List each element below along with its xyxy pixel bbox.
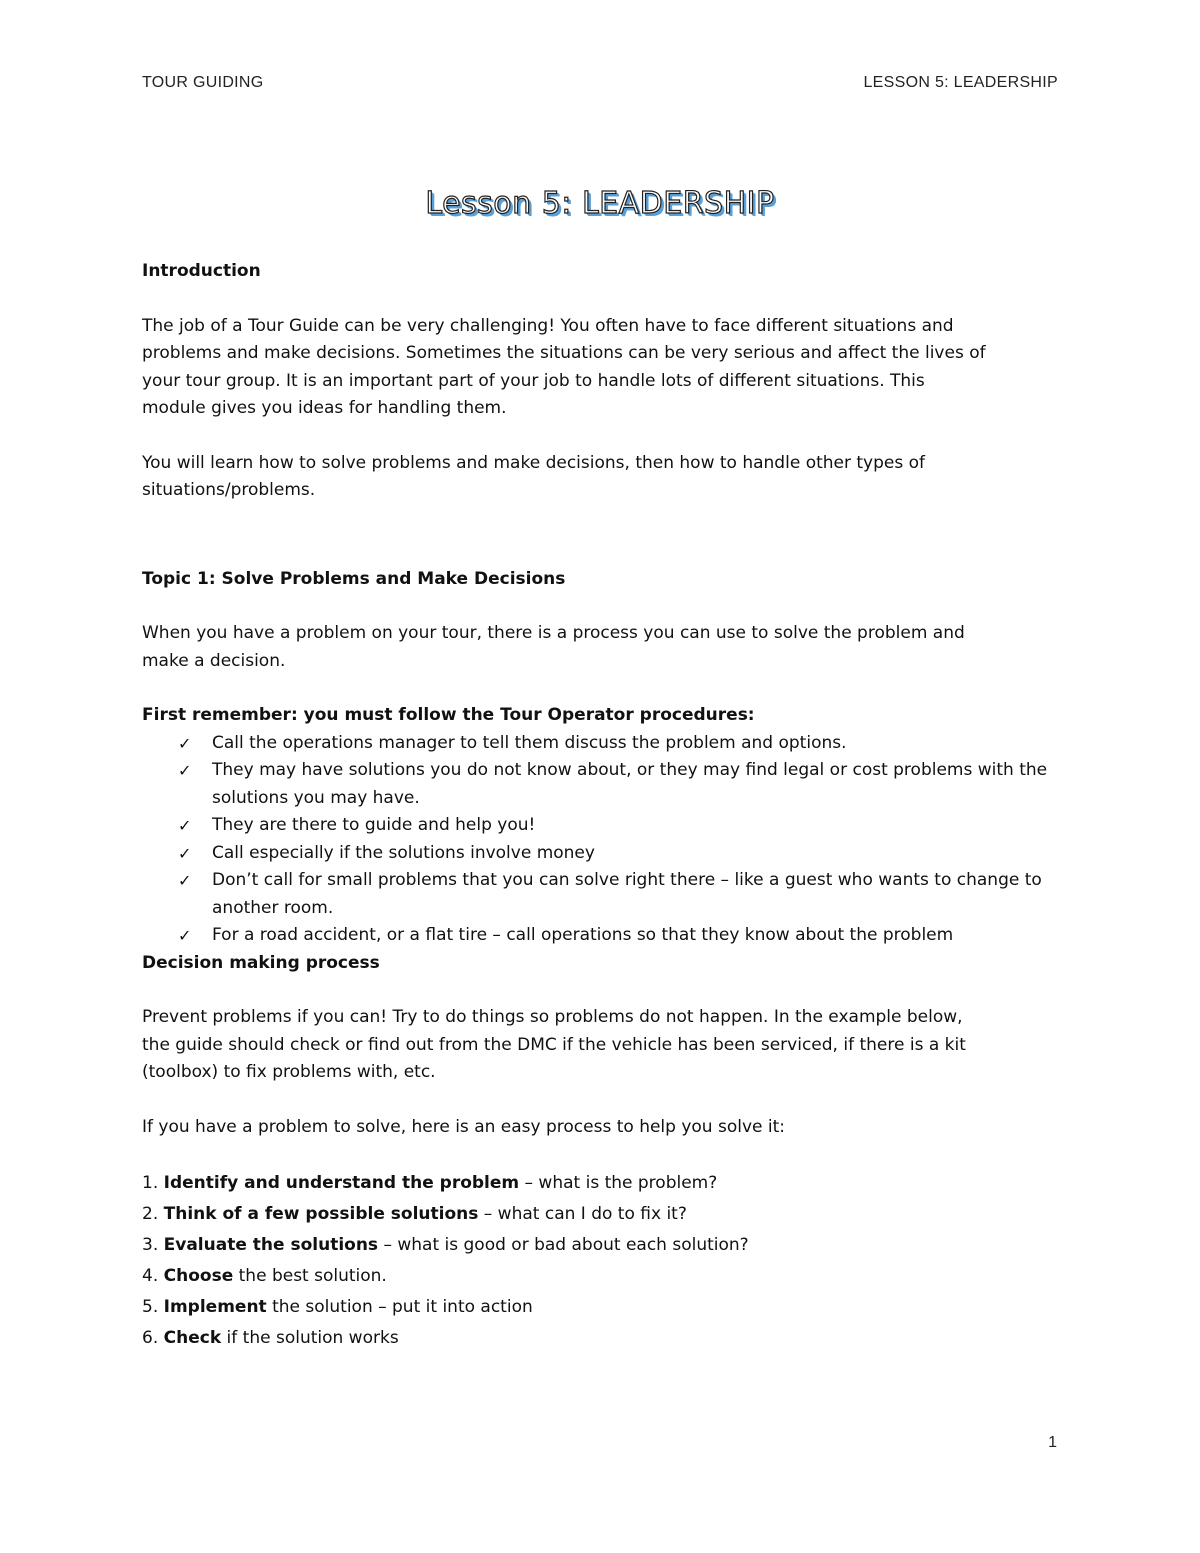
page-title: Lesson 5: LEADERSHIP [425, 186, 775, 221]
step-item [142, 1292, 1072, 1323]
checklist-item [142, 840, 1072, 868]
intro-heading: Introduction [142, 261, 261, 281]
intro-paragraph-2: You will learn how to solve problems and make decisions, then how to handle other types of situations/problems. [142, 452, 926, 500]
topic1-heading: Topic 1: Solve Problems and Make Decisions [142, 568, 566, 589]
step-description: the solution – put it into action [266, 1297, 533, 1317]
step-number: 3. [142, 1235, 159, 1255]
checklist-item [142, 812, 1072, 840]
procedures-checklist [142, 730, 1072, 950]
step-item [142, 1323, 1072, 1354]
intro-paragraph-1: The job of a Tour Guide can be very challenging! You often have to face different situations and problems and make decisions. Sometimes the situations can be very serious and affect the lives of your tour group. It is an important part of your job to handle lots of different situations. This module gives you ideas for handling them. [142, 315, 986, 418]
checkmark-icon: ✓ [178, 761, 192, 780]
checklist-item [142, 730, 1072, 758]
remember-heading: First remember: you must follow the Tour Operator procedures: [142, 705, 755, 725]
step-description: – what is the problem? [519, 1173, 718, 1193]
topic1-paragraph: When you have a problem on your tour, there is a process you can use to solve the problem and make a decision. [142, 623, 965, 671]
checklist-text: Call especially if the solutions involve money [212, 842, 595, 863]
checkmark-icon: ✓ [178, 816, 192, 835]
checklist-text: They may have solutions you do not know about, or they may find legal or cost problems with the solutions you may have. [212, 760, 1048, 808]
checklist-text: Don’t call for small problems that you can solve right there – like a guest who wants to change to another room. [212, 870, 1042, 918]
checklist-text: They are there to guide and help you! [212, 815, 536, 835]
step-number: 5. [142, 1297, 159, 1317]
checkmark-icon: ✓ [178, 926, 192, 945]
checklist-item [142, 922, 1072, 950]
step-item [142, 1261, 1072, 1292]
page-number: 1 [1048, 1434, 1057, 1451]
checklist-text: For a road accident, or a flat tire – call operations so that they know about the problem [212, 925, 954, 945]
document-body [142, 258, 1072, 1354]
step-item [142, 1230, 1072, 1261]
step-title: Identify and understand the problem [163, 1173, 520, 1193]
page-header [142, 74, 1058, 98]
step-number: 6. [142, 1328, 159, 1348]
checkmark-icon: ✓ [178, 733, 192, 753]
step-description: – what is good or bad about each solution? [378, 1235, 749, 1255]
checkmark-icon: ✓ [178, 871, 192, 890]
header-lesson-title: LESSON 5: LEADERSHIP [863, 74, 1058, 91]
step-title: Choose [163, 1266, 234, 1286]
checklist-item [142, 867, 1072, 922]
decision-steps-list [142, 1168, 1072, 1354]
step-title: Evaluate the solutions [163, 1235, 379, 1255]
checklist-item [142, 757, 1072, 812]
step-description: if the solution works [221, 1328, 399, 1348]
decision-paragraph-2: If you have a problem to solve, here is an easy process to help you solve it: [142, 1116, 786, 1137]
header-course-title: TOUR GUIDING [142, 74, 264, 91]
decision-paragraph-1: Prevent problems if you can! Try to do things so problems do not happen. In the example below, the guide should check or find out from the DMC if the vehicle has been serviced, if there is a kit (toolbox) to fix problems with, etc. [142, 1007, 966, 1082]
step-title: Implement [163, 1297, 267, 1317]
decision-heading: Decision making process [142, 952, 380, 973]
step-description: the best solution. [233, 1266, 387, 1286]
step-description: – what can I do to fix it? [478, 1204, 687, 1224]
step-item [142, 1168, 1072, 1199]
step-number: 2. [142, 1204, 159, 1224]
step-title: Check [163, 1328, 222, 1348]
step-number: 1. [142, 1173, 159, 1193]
checkmark-icon: ✓ [178, 843, 192, 863]
step-number: 4. [142, 1266, 159, 1286]
checklist-text: Call the operations manager to tell them discuss the problem and options. [212, 732, 847, 753]
step-title: Think of a few possible solutions [163, 1204, 479, 1224]
step-item [142, 1199, 1072, 1230]
